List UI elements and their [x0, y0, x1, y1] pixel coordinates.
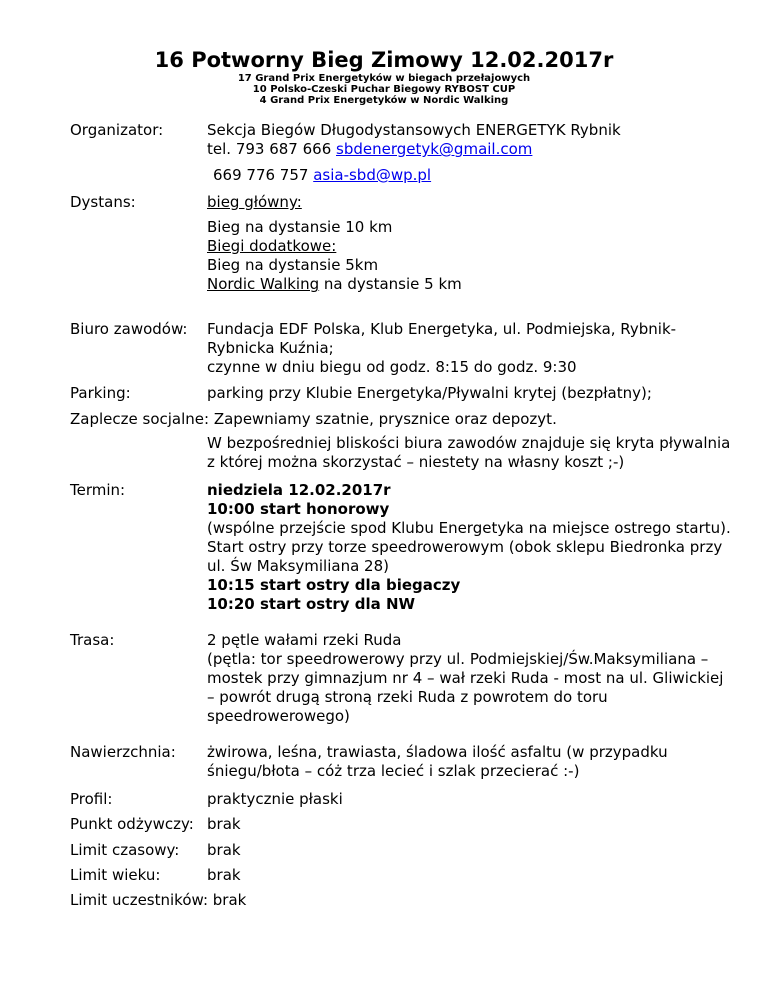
- limit-czasowy-value: brak: [207, 841, 241, 859]
- termin-label: Termin:: [70, 481, 126, 499]
- parking-label: Parking:: [70, 384, 131, 402]
- limit-wieku-value: brak: [207, 866, 241, 884]
- termin-desc-3: ul. Św Maksymiliana 28): [207, 557, 389, 575]
- nordic-walking-link[interactable]: Nordic Walking: [207, 275, 320, 293]
- profil-value: praktycznie płaski: [207, 790, 343, 808]
- subtitle-3: 4 Grand Prix Energetyków w Nordic Walking: [259, 95, 509, 106]
- organizator-label: Organizator:: [70, 121, 164, 139]
- parking-value: parking przy Klubie Energetyka/Pływalni krytej (bezpłatny);: [207, 384, 652, 402]
- start-biegacze: 10:15 start ostry dla biegaczy: [207, 576, 461, 594]
- phone-2: 669 776 757: [213, 166, 314, 184]
- limit-czasowy-label: Limit czasowy:: [70, 841, 180, 859]
- zaplecze-line-2: W bezpośredniej bliskości biura zawodów znajduje się kryta pływalnia: [207, 434, 731, 452]
- biuro-hours: czynne w dniu biegu od godz. 8:15 do godz. 9:30: [207, 358, 577, 376]
- dystans-extra-5km: Bieg na dystansie 5km: [207, 256, 379, 274]
- start-nw: 10:20 start ostry dla NW: [207, 595, 416, 613]
- page-title: 16 Potworny Bieg Zimowy 12.02.2017r: [154, 48, 614, 72]
- trasa-line-1: 2 pętle wałami rzeki Ruda: [207, 631, 402, 649]
- trasa-line-5: speedrowerowego): [207, 707, 350, 725]
- nawierzchnia-line-2: śniegu/błota – cóż trza lecieć i szlak przecierać :-): [207, 762, 580, 780]
- zaplecze-line-3: z której można skorzystać – niestety na własny koszt ;-): [207, 453, 625, 471]
- nw-distance: na dystansie 5 km: [319, 275, 462, 293]
- subtitle-1: 17 Grand Prix Energetyków w biegach przełajowych: [237, 73, 531, 84]
- organizator-phone-2: [213, 166, 431, 184]
- dystans-extra-header: Biegi dodatkowe:: [207, 237, 337, 255]
- trasa-line-2: (pętla: tor speedrowerowy przy ul. Podmiejskiej/Św.Maksymiliana –: [207, 650, 709, 668]
- punkt-label: Punkt odżywczy:: [70, 815, 194, 833]
- start-honorowy: 10:00 start honorowy: [207, 500, 390, 518]
- organizator-phone: [207, 140, 532, 158]
- dystans-nw: [207, 275, 462, 293]
- termin-date: niedziela 12.02.2017r: [207, 481, 391, 499]
- email-link-2[interactable]: asia-sbd@wp.pl: [313, 166, 432, 184]
- trasa-label: Trasa:: [70, 631, 115, 649]
- biuro-line-1: Fundacja EDF Polska, Klub Energetyka, ul. Podmiejska, Rybnik-: [207, 320, 677, 338]
- nawierzchnia-label: Nawierzchnia:: [70, 743, 176, 761]
- email-link-1[interactable]: sbdenergetyk@gmail.com: [336, 140, 533, 158]
- profil-label: Profil:: [70, 790, 113, 808]
- trasa-line-4: – powrót drugą stroną rzeki Ruda z powrotem do toru: [207, 688, 608, 706]
- biuro-label: Biuro zawodów:: [70, 320, 188, 338]
- zaplecze-line: Zaplecze socjalne: Zapewniamy szatnie, prysznice oraz depozyt.: [70, 410, 557, 428]
- biuro-line-2: Rybnicka Kuźnia;: [207, 339, 334, 357]
- phone-1: tel. 793 687 666: [207, 140, 337, 158]
- organizator-name: Sekcja Biegów Długodystansowych ENERGETYK Rybnik: [207, 121, 621, 139]
- dystans-main: Bieg na dystansie 10 km: [207, 218, 393, 236]
- termin-desc-2: Start ostry przy torze speedrowerowym (obok sklepu Biedronka przy: [207, 538, 723, 556]
- limit-uczestnikow: Limit uczestników: brak: [70, 891, 247, 909]
- trasa-line-3: mostek przy gimnazjum nr 4 – wał rzeki Ruda - most na ul. Gliwickiej: [207, 669, 724, 687]
- dystans-label: Dystans:: [70, 193, 136, 211]
- punkt-value: brak: [207, 815, 241, 833]
- nawierzchnia-line-1: żwirowa, leśna, trawiasta, śladowa ilość asfaltu (w przypadku: [207, 743, 668, 761]
- limit-wieku-label: Limit wieku:: [70, 866, 161, 884]
- subtitle-2: 10 Polsko-Czeski Puchar Biegowy RYBOST CUP: [252, 84, 516, 95]
- termin-desc-1: (wspólne przejście spod Klubu Energetyka na miejsce ostrego startu).: [207, 519, 731, 537]
- dystans-main-header: bieg główny:: [207, 193, 302, 211]
